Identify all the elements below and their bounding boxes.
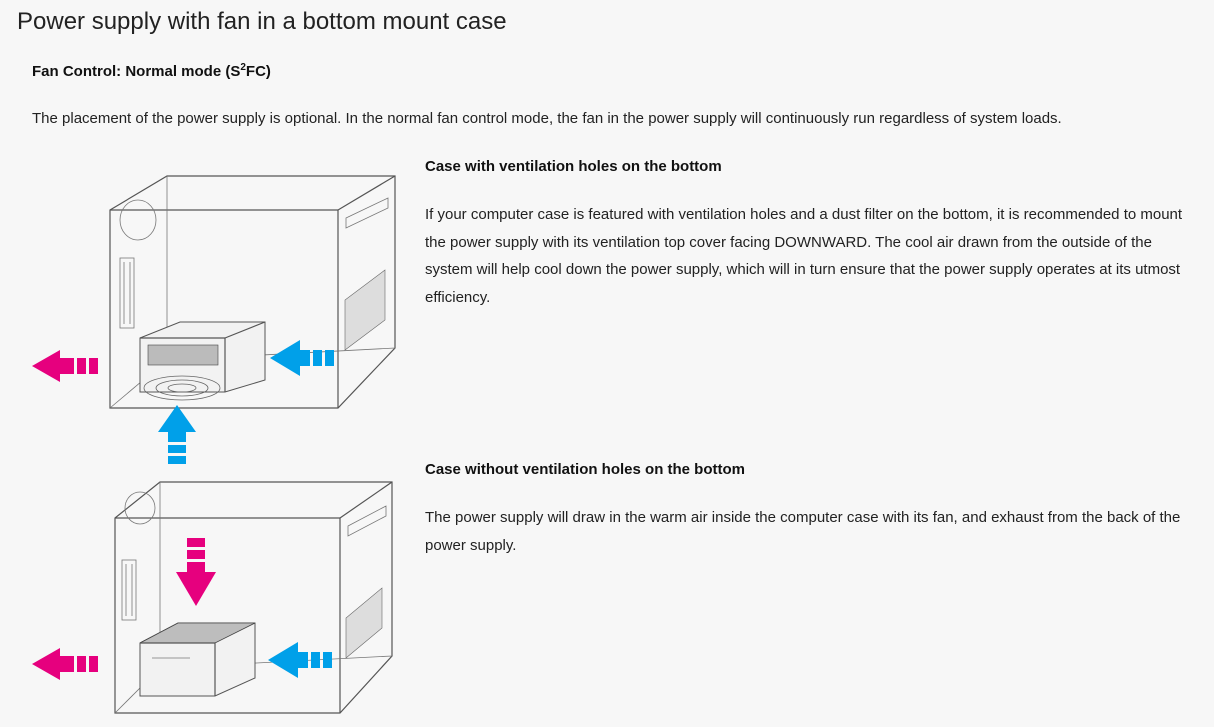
- intro-paragraph: The placement of the power supply is optional. In the normal fan control mode, the fan in the power supply will continuously run regardless of system loads.: [32, 110, 1062, 127]
- section-heading-superscript: 2: [240, 62, 246, 73]
- page-title: Power supply with fan in a bottom mount case: [17, 8, 507, 35]
- section-heading-main: Fan Control: Normal mode (S: [32, 63, 241, 80]
- block-text-without-vents: The power supply will draw in the warm air inside the computer case with its fan, and exhaust from the back of the power supply.: [425, 509, 1181, 554]
- exhaust-arrow-icon: [32, 648, 98, 680]
- section-heading: [32, 62, 271, 80]
- intake-arrow-right-icon: [270, 340, 334, 376]
- warm-air-down-arrow-icon: [176, 538, 216, 606]
- exhaust-arrow-icon: [32, 350, 98, 382]
- power-supply-unit: [140, 623, 255, 696]
- intake-arrow-up-icon: [158, 405, 196, 464]
- case-with-bottom-vents-illustration: [20, 170, 410, 465]
- block-title-with-vents: Case with ventilation holes on the bottom: [425, 158, 722, 175]
- section-heading-end: FC): [245, 63, 271, 80]
- power-supply-unit: [140, 322, 265, 400]
- case-without-bottom-vents-illustration: [20, 478, 410, 718]
- block-title-without-vents: Case without ventilation holes on the bottom: [425, 461, 746, 478]
- block-text-with-vents: If your computer case is featured with ventilation holes and a dust filter on the bottom, it is recommended to mount the power supply with its ventilation top cover facing DOWNWARD. The cool air drawn from the outside of the system will help cool down the power supply, which will in turn ensure that the power supply operates at its utmost efficiency.: [425, 206, 1183, 307]
